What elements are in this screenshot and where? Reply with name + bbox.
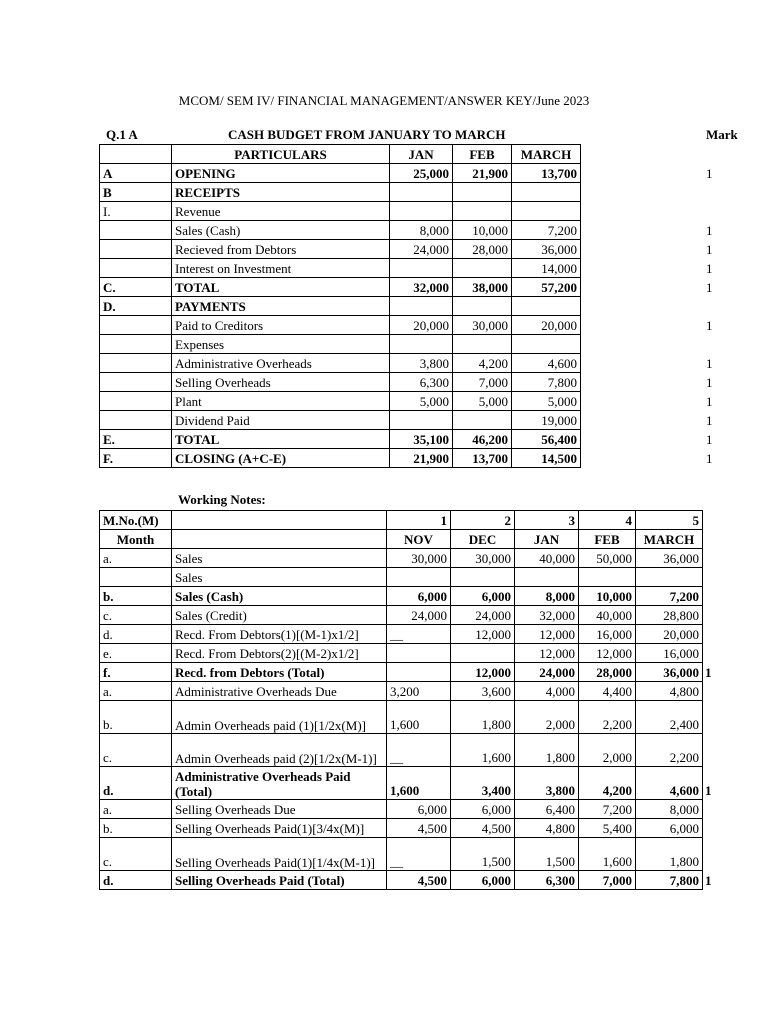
row-code: b.: [100, 587, 172, 606]
notes-row: [100, 606, 703, 625]
row-value: 6,000: [387, 800, 451, 819]
row-value: 24,000: [387, 606, 451, 625]
row-value: 38,000: [453, 278, 512, 297]
notes-row: [100, 549, 703, 568]
row-label: Recd. From Debtors(1)[(M-1)x1/2]: [172, 625, 387, 644]
mark-value: 1: [706, 260, 713, 276]
budget-row: [100, 297, 581, 316]
row-value: [453, 202, 512, 221]
row-value: [390, 411, 453, 430]
budget-row: [100, 202, 581, 221]
mark-value: 1: [706, 222, 713, 238]
row-value: 6,000: [451, 871, 515, 890]
row-value: 1,800: [515, 734, 579, 767]
notes-row: [100, 734, 703, 767]
row-value: [451, 568, 515, 587]
row-value: 7,200: [636, 587, 703, 606]
notes-row: [100, 663, 703, 682]
row-value: [387, 644, 451, 663]
budget-row: [100, 164, 581, 183]
document-header: MCOM/ SEM IV/ FINANCIAL MANAGEMENT/ANSWER KEY/June 2023: [178, 93, 590, 108]
row-code: c.: [100, 734, 172, 767]
row-code: [100, 373, 172, 392]
row-value: [451, 644, 515, 663]
row-value: [453, 411, 512, 430]
row-value: 2,200: [636, 734, 703, 767]
row-value: 28,000: [579, 663, 636, 682]
row-label: Expenses: [172, 335, 390, 354]
notes-row: [100, 587, 703, 606]
mark-value: 1: [706, 374, 713, 390]
notes-header-cell: 2: [451, 511, 515, 530]
working-notes-table: [99, 510, 703, 890]
row-value: 2,000: [579, 734, 636, 767]
row-label: TOTAL: [172, 278, 390, 297]
row-label: TOTAL: [172, 430, 390, 449]
row-label: Selling Overheads Due: [172, 800, 387, 819]
row-value: 4,600: [512, 354, 581, 373]
budget-row: [100, 316, 581, 335]
row-value: 3,200: [387, 682, 451, 701]
row-value: [636, 568, 703, 587]
row-value: 7,200: [579, 800, 636, 819]
row-value: 1,600: [387, 701, 451, 734]
notes-row: [100, 568, 703, 587]
row-value: [453, 297, 512, 316]
row-value: [387, 568, 451, 587]
row-code: [100, 354, 172, 373]
row-value: 2,000: [515, 701, 579, 734]
notes-row: [100, 644, 703, 663]
row-code: [100, 335, 172, 354]
notes-header-cell: [172, 511, 387, 530]
row-value: 46,200: [453, 430, 512, 449]
row-value: [390, 297, 453, 316]
notes-header-cell: DEC: [451, 530, 515, 549]
row-label: Selling Overheads Paid(1)[1/4x(M-1)]: [172, 838, 387, 871]
row-value: __: [387, 734, 451, 767]
row-value: 28,800: [636, 606, 703, 625]
notes-header-row: [100, 511, 703, 530]
mark-value: 1: [705, 664, 712, 680]
row-label: PAYMENTS: [172, 297, 390, 316]
row-value: 6,000: [451, 587, 515, 606]
row-value: 30,000: [451, 549, 515, 568]
row-value: 10,000: [579, 587, 636, 606]
row-value: 50,000: [579, 549, 636, 568]
row-label: Plant: [172, 392, 390, 411]
row-value: 1,600: [451, 734, 515, 767]
row-label: Selling Overheads: [172, 373, 390, 392]
row-value: [453, 183, 512, 202]
row-label: CLOSING (A+C-E): [172, 449, 390, 468]
budget-header-cell: FEB: [453, 145, 512, 164]
row-label: Sales (Cash): [172, 221, 390, 240]
mark-value: 1: [706, 412, 713, 428]
row-value: [453, 259, 512, 278]
row-label: Recd. From Debtors(2)[(M-2)x1/2]: [172, 644, 387, 663]
row-value: 20,000: [636, 625, 703, 644]
notes-row: [100, 838, 703, 871]
row-value: 20,000: [390, 316, 453, 335]
row-value: 12,000: [579, 644, 636, 663]
row-value: 16,000: [579, 625, 636, 644]
row-value: 6,300: [390, 373, 453, 392]
cash-budget-table: [99, 144, 581, 468]
row-code: D.: [100, 297, 172, 316]
row-code: b.: [100, 701, 172, 734]
mark-value: 1: [706, 431, 713, 447]
row-label: Revenue: [172, 202, 390, 221]
mark-value: 1: [706, 450, 713, 466]
row-label: RECEIPTS: [172, 183, 390, 202]
budget-row: [100, 373, 581, 392]
row-code: c.: [100, 606, 172, 625]
mark-value: 1: [706, 317, 713, 333]
row-code: d.: [100, 625, 172, 644]
budget-row: [100, 354, 581, 373]
row-value: 6,000: [387, 587, 451, 606]
row-code: [100, 411, 172, 430]
row-code: [100, 568, 172, 587]
budget-title: CASH BUDGET FROM JANUARY TO MARCH: [228, 127, 506, 142]
row-code: a.: [100, 682, 172, 701]
budget-row: [100, 240, 581, 259]
row-value: [390, 202, 453, 221]
notes-row: [100, 871, 703, 890]
row-value: 56,400: [512, 430, 581, 449]
row-value: 28,000: [453, 240, 512, 259]
row-value: [515, 568, 579, 587]
row-code: [100, 259, 172, 278]
row-label: Admin Overheads paid (1)[1/2x(M)]: [172, 701, 387, 734]
row-value: [387, 663, 451, 682]
row-label: Interest on Investment: [172, 259, 390, 278]
budget-header-cell: JAN: [390, 145, 453, 164]
row-code: [100, 392, 172, 411]
row-value: 32,000: [515, 606, 579, 625]
row-value: [390, 183, 453, 202]
row-value: 4,500: [387, 819, 451, 838]
notes-header-cell: [172, 530, 387, 549]
notes-header-cell: M.No.(M): [100, 511, 172, 530]
row-value: 16,000: [636, 644, 703, 663]
row-value: 12,000: [515, 644, 579, 663]
working-notes-title: Working Notes:: [178, 492, 266, 507]
row-label: Selling Overheads Paid(1)[3/4x(M)]: [172, 819, 387, 838]
budget-row: [100, 449, 581, 468]
row-label: Recd. from Debtors (Total): [172, 663, 387, 682]
row-value: 8,000: [636, 800, 703, 819]
notes-header-cell: 1: [387, 511, 451, 530]
row-label: Recieved from Debtors: [172, 240, 390, 259]
row-value: 7,200: [512, 221, 581, 240]
row-code: B: [100, 183, 172, 202]
row-value: 36,000: [636, 549, 703, 568]
row-value: 30,000: [387, 549, 451, 568]
row-value: 40,000: [579, 606, 636, 625]
notes-header-row: [100, 530, 703, 549]
row-value: 6,000: [451, 800, 515, 819]
row-value: 14,000: [512, 259, 581, 278]
budget-row: [100, 183, 581, 202]
row-value: 5,000: [453, 392, 512, 411]
row-code: b.: [100, 819, 172, 838]
row-value: 21,900: [453, 164, 512, 183]
row-value: 19,000: [512, 411, 581, 430]
row-value: 4,600: [636, 767, 703, 800]
row-value: 4,200: [579, 767, 636, 800]
row-value: 6,400: [515, 800, 579, 819]
mark-value: 1: [706, 355, 713, 371]
notes-header-cell: FEB: [579, 530, 636, 549]
row-value: 21,900: [390, 449, 453, 468]
mark-value: 1: [706, 279, 713, 295]
budget-row: [100, 430, 581, 449]
row-value: [512, 202, 581, 221]
row-value: 4,500: [451, 819, 515, 838]
row-value: 40,000: [515, 549, 579, 568]
row-value: 24,000: [390, 240, 453, 259]
row-value: 2,200: [579, 701, 636, 734]
row-value: 13,700: [453, 449, 512, 468]
row-value: 4,500: [387, 871, 451, 890]
row-value: 10,000: [453, 221, 512, 240]
row-code: A: [100, 164, 172, 183]
row-value: 36,000: [512, 240, 581, 259]
notes-row: [100, 682, 703, 701]
row-value: [579, 568, 636, 587]
row-label: Administrative Overheads: [172, 354, 390, 373]
row-value: 4,400: [579, 682, 636, 701]
row-label: Admin Overheads paid (2)[1/2x(M-1)]: [172, 734, 387, 767]
row-value: 5,400: [579, 819, 636, 838]
row-value: 6,000: [636, 819, 703, 838]
mark-value: 1: [706, 393, 713, 409]
mark-value: 1: [706, 241, 713, 257]
row-code: F.: [100, 449, 172, 468]
row-value: 20,000: [512, 316, 581, 335]
row-code: f.: [100, 663, 172, 682]
notes-row: [100, 701, 703, 734]
row-value: 35,100: [390, 430, 453, 449]
row-value: [453, 335, 512, 354]
row-value: 1,800: [451, 701, 515, 734]
row-value: 13,700: [512, 164, 581, 183]
notes-row: [100, 800, 703, 819]
row-value: 6,300: [515, 871, 579, 890]
row-value: 3,400: [451, 767, 515, 800]
notes-header-cell: 3: [515, 511, 579, 530]
notes-header-cell: JAN: [515, 530, 579, 549]
row-label: Paid to Creditors: [172, 316, 390, 335]
row-label: Selling Overheads Paid (Total): [172, 871, 387, 890]
mark-value: 1: [705, 782, 712, 798]
notes-header-cell: 5: [636, 511, 703, 530]
budget-header-cell: PARTICULARS: [172, 145, 390, 164]
row-value: 3,800: [515, 767, 579, 800]
row-code: d.: [100, 871, 172, 890]
row-value: __: [387, 838, 451, 871]
row-label: Sales: [172, 568, 387, 587]
row-value: 25,000: [390, 164, 453, 183]
row-value: 8,000: [515, 587, 579, 606]
row-value: 5,000: [512, 392, 581, 411]
row-value: 57,200: [512, 278, 581, 297]
budget-row: [100, 221, 581, 240]
row-code: d.: [100, 767, 172, 800]
budget-header-row: [100, 145, 581, 164]
row-value: [512, 297, 581, 316]
notes-row: [100, 625, 703, 644]
row-value: [390, 335, 453, 354]
row-value: 7,000: [453, 373, 512, 392]
budget-row: [100, 259, 581, 278]
row-label: Sales (Cash): [172, 587, 387, 606]
row-value: 7,000: [579, 871, 636, 890]
row-value: 14,500: [512, 449, 581, 468]
row-code: C.: [100, 278, 172, 297]
row-value: 8,000: [390, 221, 453, 240]
budget-row: [100, 278, 581, 297]
row-value: 4,800: [636, 682, 703, 701]
row-value: 12,000: [451, 663, 515, 682]
row-label: Sales: [172, 549, 387, 568]
row-value: 3,600: [451, 682, 515, 701]
row-label: OPENING: [172, 164, 390, 183]
mark-value: 1: [705, 872, 712, 888]
row-code: a.: [100, 800, 172, 819]
row-label: Dividend Paid: [172, 411, 390, 430]
row-value: 32,000: [390, 278, 453, 297]
row-value: [512, 183, 581, 202]
row-value: 3,800: [390, 354, 453, 373]
notes-row: [100, 819, 703, 838]
notes-header-cell: Month: [100, 530, 172, 549]
row-label: Administrative Overheads Due: [172, 682, 387, 701]
mark-column-label: Mark: [706, 127, 738, 142]
row-value: 5,000: [390, 392, 453, 411]
question-number: Q.1 A: [106, 127, 138, 142]
row-value: 12,000: [515, 625, 579, 644]
row-value: 1,800: [636, 838, 703, 871]
row-code: E.: [100, 430, 172, 449]
row-value: 24,000: [451, 606, 515, 625]
row-code: [100, 240, 172, 259]
row-value: 1,600: [579, 838, 636, 871]
row-value: __: [387, 625, 451, 644]
row-label: Administrative Overheads Paid (Total): [172, 767, 387, 800]
row-value: 12,000: [451, 625, 515, 644]
row-value: [512, 335, 581, 354]
row-value: 1,500: [515, 838, 579, 871]
row-code: c.: [100, 838, 172, 871]
row-value: 1,500: [451, 838, 515, 871]
notes-header-cell: 4: [579, 511, 636, 530]
budget-row: [100, 411, 581, 430]
row-value: 36,000: [636, 663, 703, 682]
notes-row: [100, 767, 703, 800]
row-value: 4,200: [453, 354, 512, 373]
budget-header-cell: MARCH: [512, 145, 581, 164]
row-code: e.: [100, 644, 172, 663]
notes-header-cell: NOV: [387, 530, 451, 549]
row-value: 4,800: [515, 819, 579, 838]
row-value: 30,000: [453, 316, 512, 335]
row-value: 7,800: [636, 871, 703, 890]
budget-row: [100, 392, 581, 411]
row-value: 4,000: [515, 682, 579, 701]
budget-row: [100, 335, 581, 354]
row-code: [100, 221, 172, 240]
row-value: 7,800: [512, 373, 581, 392]
row-code: [100, 316, 172, 335]
row-value: 24,000: [515, 663, 579, 682]
notes-header-cell: MARCH: [636, 530, 703, 549]
mark-value: 1: [706, 165, 713, 181]
row-code: I.: [100, 202, 172, 221]
budget-header-cell: [100, 145, 172, 164]
row-value: 2,400: [636, 701, 703, 734]
row-value: 1,600: [387, 767, 451, 800]
row-label: Sales (Credit): [172, 606, 387, 625]
row-code: a.: [100, 549, 172, 568]
row-value: [390, 259, 453, 278]
